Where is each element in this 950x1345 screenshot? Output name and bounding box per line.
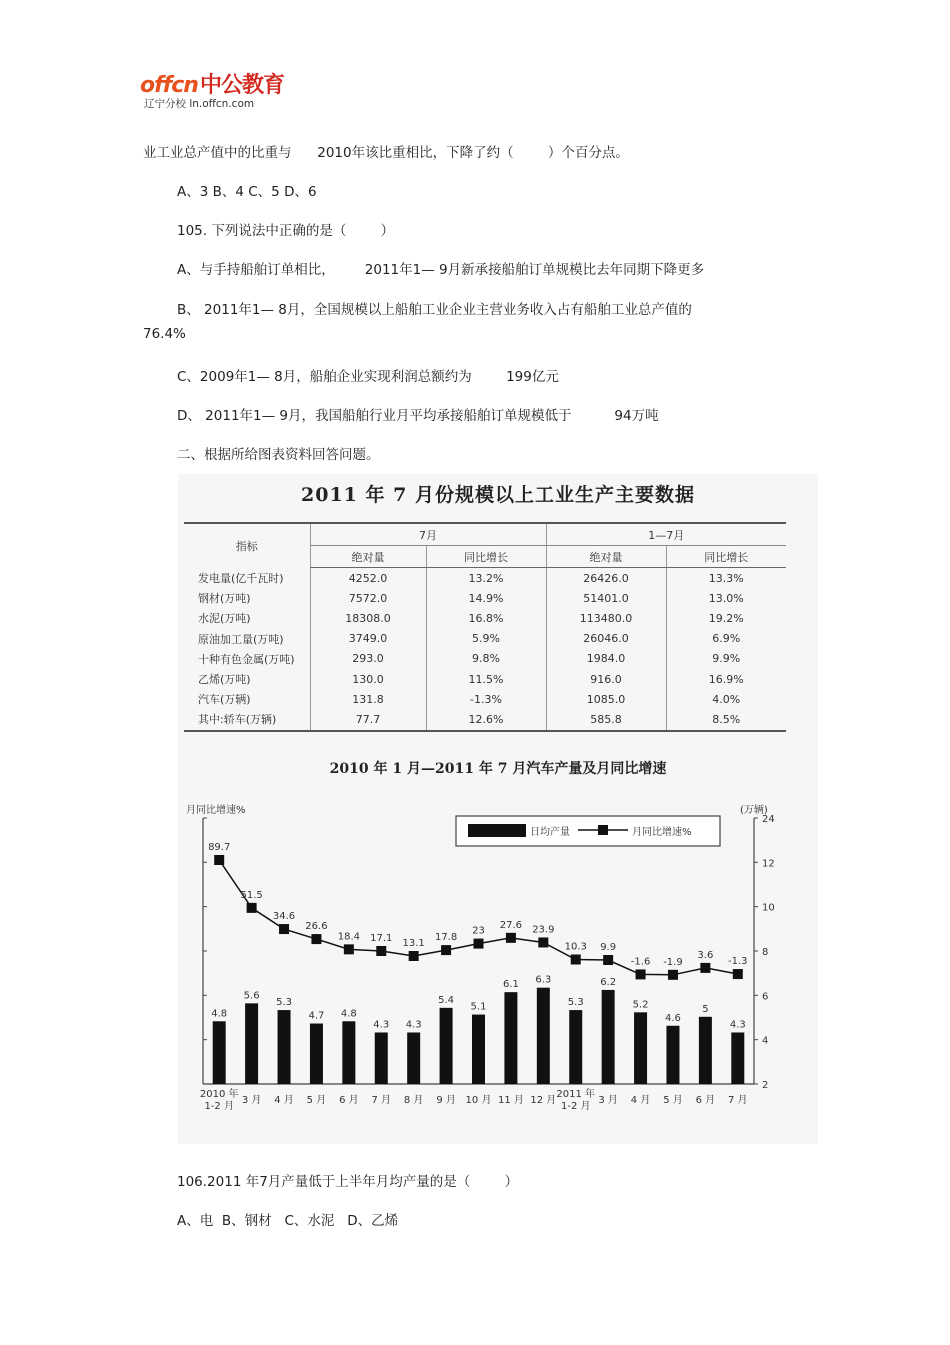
section-heading: 二、根据所给图表资料回答问题。 bbox=[177, 447, 380, 463]
right-tick-label: 8 bbox=[762, 947, 769, 958]
line-point bbox=[571, 955, 581, 965]
question-105-option-d: D、 2011年1— 9月，我国船舶行业月平均承接船舶订单规模低于 94万吨 bbox=[177, 408, 659, 424]
right-tick-label: 6 bbox=[762, 991, 769, 1003]
line-label: 9.9 bbox=[600, 942, 617, 954]
ytd-yoy-cell: 9.9% bbox=[666, 649, 786, 669]
line-point bbox=[538, 937, 548, 947]
line-label: 27.6 bbox=[499, 919, 523, 931]
bar bbox=[666, 1026, 679, 1084]
bar bbox=[504, 992, 517, 1084]
header-ytd-abs: 绝对量 bbox=[546, 546, 666, 568]
ytd-abs-cell: 585.8 bbox=[546, 709, 666, 730]
bar-label: 4.8 bbox=[211, 1008, 228, 1020]
table-row bbox=[184, 629, 786, 649]
ytd-abs-cell: 26046.0 bbox=[546, 629, 666, 649]
bar-label: 5.1 bbox=[470, 1001, 487, 1013]
chart-title: 2010 年 1 月—2011 年 7 月汽车产量及月同比增速 bbox=[329, 761, 667, 777]
bar bbox=[537, 988, 550, 1084]
legend-line-marker bbox=[598, 825, 608, 835]
indicator-cell: 钢材(万吨) bbox=[198, 592, 251, 606]
ytd-abs-cell: 916.0 bbox=[546, 669, 666, 689]
table-title: 2011 年 7 月份规模以上工业生产主要数据 bbox=[301, 484, 695, 506]
x-tick-label: 1-2 月 bbox=[204, 1101, 234, 1112]
july-abs-cell: 7572.0 bbox=[310, 588, 426, 608]
x-tick-label: 1-2 月 bbox=[560, 1101, 591, 1112]
line-point bbox=[247, 903, 257, 913]
ytd-yoy-cell: 4.0% bbox=[666, 689, 786, 709]
line-point bbox=[441, 945, 451, 955]
table-row bbox=[184, 568, 786, 589]
july-abs-cell: 77.7 bbox=[310, 709, 426, 730]
indicator-cell: 汽车(万辆) bbox=[198, 693, 251, 707]
line-label: 17.8 bbox=[434, 932, 458, 944]
bar bbox=[407, 1032, 420, 1084]
x-tick-label: 5 月 bbox=[663, 1095, 683, 1106]
line-point bbox=[668, 970, 678, 980]
car-production-chart bbox=[178, 804, 818, 1144]
x-tick-label: 2010 年 bbox=[199, 1089, 239, 1100]
bar bbox=[634, 1012, 647, 1084]
right-tick-label: 12 bbox=[762, 858, 775, 870]
bar-label: 5.3 bbox=[276, 997, 292, 1009]
legend-line-label: 月同比增速% bbox=[632, 827, 692, 838]
line-label: -1.3 bbox=[728, 956, 748, 968]
legend-bar-swatch bbox=[468, 824, 526, 837]
right-tick-label: 10 bbox=[762, 902, 775, 914]
question-105-stem: 105. 下列说法中正确的是（ ） bbox=[177, 223, 395, 239]
offcn-logo bbox=[140, 68, 284, 112]
line-label: 23.9 bbox=[532, 924, 555, 936]
left-axis-label: 月同比增速% bbox=[186, 805, 246, 816]
ytd-yoy-cell: 13.3% bbox=[666, 568, 786, 589]
bar-label: 5.4 bbox=[438, 994, 455, 1006]
growth-line bbox=[219, 860, 738, 975]
line-point bbox=[603, 955, 613, 965]
july-yoy-cell: 12.6% bbox=[426, 709, 546, 730]
header-ytd-yoy: 同比增长 bbox=[666, 546, 786, 568]
line-point bbox=[344, 944, 354, 954]
july-yoy-cell: 16.8% bbox=[426, 608, 546, 628]
line-point bbox=[474, 939, 484, 949]
indicator-cell: 其中:轿车(万辆) bbox=[184, 709, 310, 730]
header-jan-jul: 1—7月 bbox=[546, 523, 786, 546]
x-tick-label: 10 月 bbox=[465, 1095, 492, 1106]
x-tick-label: 4 月 bbox=[630, 1095, 651, 1106]
right-tick-label: 24 bbox=[762, 814, 775, 825]
bar bbox=[213, 1021, 226, 1084]
line-label: 13.1 bbox=[402, 938, 425, 949]
july-abs-cell: 130.0 bbox=[310, 669, 426, 689]
logo-cn: 中公教育 bbox=[199, 73, 284, 98]
ytd-yoy-cell: 8.5% bbox=[666, 709, 786, 730]
line-label: 51.5 bbox=[240, 889, 263, 901]
indicator-cell: 水泥(万吨) bbox=[198, 612, 251, 626]
question-105-option-c: C、2009年1— 8月，船舶企业实现利润总额约为 199亿元 bbox=[177, 369, 559, 385]
x-tick-label: 5 月 bbox=[306, 1095, 327, 1106]
bar-label: 4.3 bbox=[405, 1019, 422, 1031]
bar bbox=[440, 1008, 453, 1084]
x-tick-label: 6 月 bbox=[695, 1095, 716, 1106]
bar-label: 5.3 bbox=[567, 997, 584, 1009]
x-tick-label: 3 月 bbox=[598, 1095, 618, 1106]
table-row bbox=[184, 588, 786, 608]
bar-label: 5.6 bbox=[243, 990, 260, 1002]
right-axis-label: (万辆) bbox=[740, 805, 768, 816]
bar-label: 5 bbox=[702, 1003, 709, 1015]
bar-label: 4.3 bbox=[729, 1019, 746, 1031]
indicator-cell: 乙烯(万吨) bbox=[198, 673, 251, 687]
bar bbox=[602, 990, 615, 1084]
july-yoy-cell: 9.8% bbox=[426, 649, 546, 669]
ytd-yoy-cell: 13.0% bbox=[666, 588, 786, 608]
line-label: 23 bbox=[472, 925, 485, 937]
table-row bbox=[184, 608, 786, 628]
table-row bbox=[184, 669, 786, 689]
bar bbox=[699, 1017, 712, 1084]
bar bbox=[569, 1010, 582, 1084]
x-tick-label: 7 月 bbox=[728, 1095, 748, 1106]
july-abs-cell: 293.0 bbox=[310, 649, 426, 669]
bar-label: 4.6 bbox=[665, 1012, 681, 1024]
line-label: 26.6 bbox=[305, 921, 328, 933]
x-tick-label: 6 月 bbox=[339, 1095, 359, 1106]
indicator-cell: 十种有色金属(万吨) bbox=[198, 652, 295, 666]
logo-wordmark bbox=[140, 68, 284, 99]
line-label: 89.7 bbox=[208, 842, 231, 853]
july-yoy-cell: -1.3% bbox=[426, 689, 546, 709]
line-point bbox=[409, 951, 419, 961]
question-106-options: A、电 B、钢材 C、水泥 D、乙烯 bbox=[177, 1213, 399, 1229]
line-point bbox=[700, 963, 710, 973]
bar-label: 6.1 bbox=[502, 979, 519, 991]
x-tick-label: 9 月 bbox=[436, 1095, 456, 1106]
question-104-stem-end: 业工业总产值中的比重与 2010年该比重相比，下降了约（ ）个百分点。 bbox=[143, 145, 629, 161]
line-point bbox=[376, 946, 386, 956]
july-yoy-cell: 11.5% bbox=[426, 669, 546, 689]
question-105-option-b: B、 2011年1— 8月，全国规模以上船舶工业企业主营业务收入占有船舶工业总产值的 bbox=[177, 302, 692, 318]
line-point bbox=[506, 933, 516, 943]
indicator-cell: 发电量(亿千瓦时) bbox=[198, 571, 284, 585]
question-105-option-a: A、与手持船舶订单相比， 2011年1— 9月新承接船舶订单规模比去年同期下降更多 bbox=[177, 262, 705, 278]
ytd-abs-cell: 1984.0 bbox=[546, 649, 666, 669]
line-label: -1.9 bbox=[663, 956, 683, 968]
header-july-abs: 绝对量 bbox=[310, 546, 426, 568]
x-tick-label: 4 月 bbox=[274, 1095, 294, 1106]
ytd-yoy-cell: 6.9% bbox=[666, 629, 786, 649]
line-point bbox=[214, 855, 224, 865]
table-row bbox=[184, 709, 786, 730]
ytd-abs-cell: 113480.0 bbox=[546, 608, 666, 628]
ytd-abs-cell: 26426.0 bbox=[546, 568, 666, 589]
header-indicator: 指标 bbox=[184, 523, 310, 568]
line-label: 34.6 bbox=[272, 911, 296, 923]
x-tick-label: 2011 年 bbox=[556, 1089, 596, 1100]
bar-label: 4.8 bbox=[340, 1008, 357, 1020]
logo-subtitle: 辽宁分校 ln.offcn.com bbox=[144, 98, 255, 110]
july-abs-cell: 18308.0 bbox=[310, 608, 426, 628]
july-yoy-cell: 13.2% bbox=[426, 568, 546, 589]
bar-label: 5.2 bbox=[632, 999, 649, 1011]
x-tick-label: 8 月 bbox=[403, 1095, 424, 1106]
x-tick-label: 11 月 bbox=[497, 1095, 524, 1106]
line-label: 10.3 bbox=[564, 941, 587, 953]
right-tick-label: 4 bbox=[762, 1035, 769, 1047]
production-table bbox=[184, 522, 786, 732]
line-point bbox=[636, 969, 646, 979]
line-label: 3.6 bbox=[697, 949, 714, 961]
bar-label: 6.2 bbox=[600, 976, 617, 988]
right-tick-label: 2 bbox=[762, 1080, 769, 1091]
line-label: -1.6 bbox=[630, 956, 651, 968]
line-label: 17.1 bbox=[370, 932, 393, 944]
line-point bbox=[733, 969, 743, 979]
x-tick-label: 3 月 bbox=[241, 1095, 262, 1106]
table-row bbox=[184, 689, 786, 709]
question-106-stem: 106.2011 年7月产量低于上半年月均产量的是（ ） bbox=[177, 1174, 519, 1190]
bar bbox=[342, 1021, 355, 1084]
ytd-abs-cell: 1085.0 bbox=[546, 689, 666, 709]
bar bbox=[472, 1015, 485, 1084]
bar-label: 4.3 bbox=[373, 1019, 390, 1031]
july-abs-cell: 131.8 bbox=[310, 689, 426, 709]
header-july: 7月 bbox=[310, 523, 546, 546]
july-abs-cell: 4252.0 bbox=[310, 568, 426, 589]
x-tick-label: 12 月 bbox=[530, 1095, 557, 1106]
logo-brand: offcn bbox=[140, 73, 198, 98]
line-point bbox=[279, 924, 289, 934]
july-abs-cell: 3749.0 bbox=[310, 629, 426, 649]
bar bbox=[731, 1032, 744, 1084]
data-figure bbox=[178, 474, 818, 1144]
line-label: 18.4 bbox=[337, 931, 360, 943]
bar bbox=[245, 1003, 258, 1084]
table-row bbox=[184, 649, 786, 669]
header-july-yoy: 同比增长 bbox=[426, 546, 546, 568]
ytd-abs-cell: 51401.0 bbox=[546, 588, 666, 608]
july-yoy-cell: 5.9% bbox=[426, 629, 546, 649]
july-yoy-cell: 14.9% bbox=[426, 588, 546, 608]
indicator-cell: 原油加工量(万吨) bbox=[198, 632, 284, 646]
x-tick-label: 7 月 bbox=[371, 1095, 392, 1106]
question-104-options: A、3 B、4 C、5 D、6 bbox=[177, 184, 317, 200]
bar-label: 6.3 bbox=[535, 974, 552, 986]
bar bbox=[278, 1010, 291, 1084]
line-point bbox=[311, 934, 321, 944]
ytd-yoy-cell: 16.9% bbox=[666, 669, 786, 689]
ytd-yoy-cell: 19.2% bbox=[666, 608, 786, 628]
question-105-option-b-cont: 76.4% bbox=[143, 326, 186, 342]
bar bbox=[375, 1032, 388, 1084]
legend-bar-label: 日均产量 bbox=[530, 827, 570, 838]
bar bbox=[310, 1024, 323, 1084]
bar-label: 4.7 bbox=[308, 1010, 325, 1022]
